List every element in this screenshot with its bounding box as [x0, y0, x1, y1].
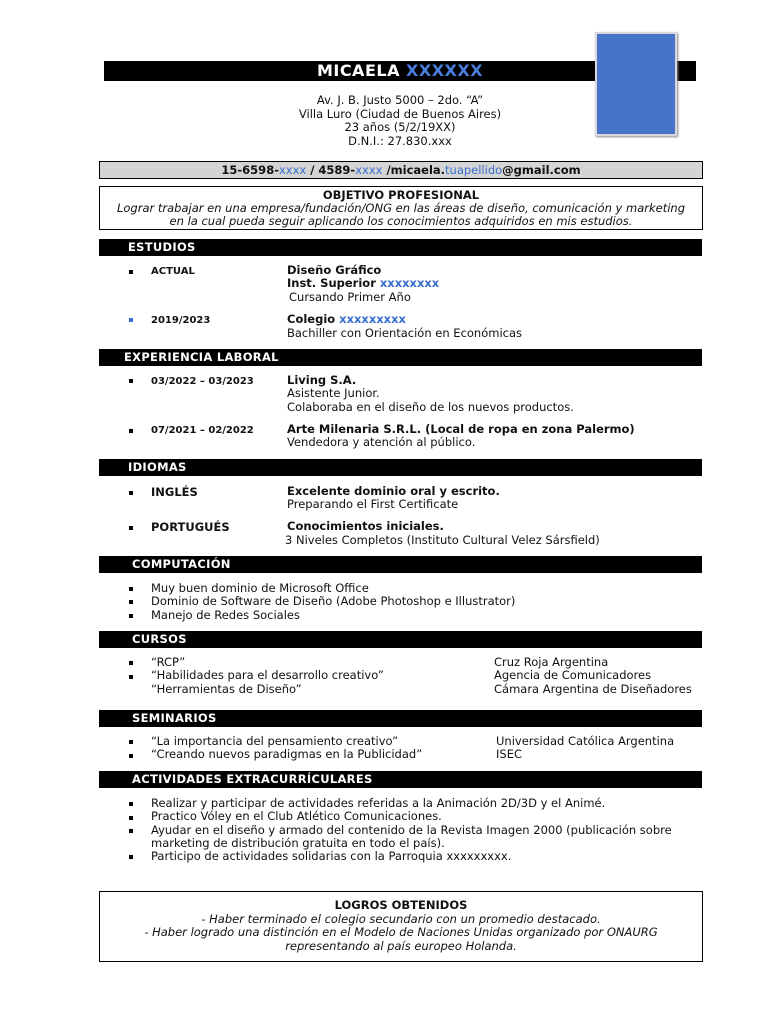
bullet	[129, 855, 133, 859]
bullet	[129, 740, 133, 744]
achievements-title: LOGROS OBTENIDOS	[334, 898, 468, 912]
activity-item-continued: marketing de distribución gratuita en todo el país).	[151, 836, 445, 850]
address-line: D.N.I.: 27.830.xxx	[348, 133, 452, 148]
address-line: 23 años (5/2/19XX)	[344, 120, 456, 134]
seminar-org: Universidad Católica Argentina	[496, 734, 675, 748]
achievements-box	[99, 891, 703, 962]
entry-line: xxxxxxxxx	[339, 312, 406, 326]
contact-part: @gmail.com	[502, 163, 581, 177]
entry-line: Colegio	[287, 312, 340, 326]
entry-line: Preparando el First Certificate	[287, 497, 459, 511]
entry-line: Conocimientos iniciales.	[287, 519, 444, 533]
section-header-actividades	[99, 771, 702, 788]
contact-part: /micaela.	[382, 163, 446, 177]
entry-line: Living S.A.	[287, 373, 357, 387]
bullet	[129, 526, 133, 530]
entry-label: PORTUGUÉS	[151, 520, 230, 534]
course-org: Cruz Roja Argentina	[494, 655, 609, 669]
contact-part: 15-6598-	[221, 163, 279, 177]
entry-label: 03/2022 – 03/2023	[151, 376, 254, 387]
entry-line: Vendedora y atención al público.	[287, 435, 476, 449]
bullet	[129, 587, 133, 591]
section-title: SEMINARIOS	[132, 711, 217, 725]
entry-line: Cursando Primer Año	[289, 290, 411, 304]
achievement-line: - Haber terminado el colegio secundario con un promedio destacado.	[201, 911, 601, 926]
activity-item: Participo de actividades solidarias con la Parroquia xxxxxxxxx.	[151, 849, 512, 863]
bullet	[129, 318, 133, 322]
course-org: Cámara Argentina de Diseñadores	[494, 682, 692, 696]
bullet	[129, 270, 133, 274]
course-name: “Habilidades para el desarrollo creativo”	[151, 668, 384, 682]
section-title: CURSOS	[132, 632, 187, 646]
section-title: ESTUDIOS	[128, 240, 196, 254]
seminar-name: “La importancia del pensamiento creativo”	[151, 734, 399, 748]
entry-line: Asistente Junior.	[287, 386, 380, 400]
entry-line: xxxxxxxx	[379, 276, 440, 290]
objective-text: Lograr trabajar en una empresa/fundación/ONG en las áreas de diseño, comunicación y marketing	[116, 201, 685, 215]
first-name: MICAELA	[316, 61, 400, 80]
section-header-experiencia	[99, 349, 702, 366]
entry-label: 07/2021 – 02/2022	[151, 425, 254, 436]
section-title: ACTIVIDADES EXTRACURRÍCULARES	[132, 772, 373, 786]
contact-bar	[99, 161, 703, 179]
entry-line: Bachiller con Orientación en Económicas	[287, 326, 523, 340]
activity-item: Ayudar en el diseño y armado del contenido de la Revista Imagen 2000 (publicación sobre	[151, 823, 672, 837]
bullet	[129, 675, 133, 679]
bullet	[129, 429, 133, 433]
objective-box	[99, 186, 703, 230]
section-title: COMPUTACIÓN	[132, 557, 231, 571]
section-header-estudios	[99, 239, 702, 256]
bullet	[129, 802, 133, 806]
entry-line: 3 Niveles Completos (Instituto Cultural Velez Sársfield)	[285, 533, 600, 547]
achievement-line: representando al país europeo Holanda.	[285, 938, 517, 953]
section-header-idiomas	[99, 459, 702, 476]
list-item: Manejo de Redes Sociales	[151, 608, 300, 622]
entry-line: Diseño Gráfico	[287, 263, 382, 277]
course-org: Agencia de Comunicadores	[494, 668, 652, 682]
entry-line: Arte Milenaria S.R.L. (Local de ropa en zona Palermo)	[287, 422, 635, 436]
address-line: Av. J. B. Justo 5000 – 2do. “A”	[316, 93, 484, 107]
section-header-computacion	[99, 556, 702, 573]
section-header-cursos	[99, 631, 702, 648]
contact-part: xxxx	[278, 163, 307, 177]
activity-item: Realizar y participar de actividades referidas a la Animación 2D/3D y el Animé.	[151, 796, 606, 810]
list-item: Dominio de Software de Diseño (Adobe Photoshop e Illustrator)	[151, 594, 516, 608]
bullet	[129, 600, 133, 604]
section-title: EXPERIENCIA LABORAL	[124, 350, 279, 364]
seminar-org: ISEC	[496, 747, 522, 761]
list-item: Muy buen dominio de Microsoft Office	[151, 581, 369, 595]
contact-part: tuapellido	[445, 163, 503, 177]
bullet	[129, 816, 133, 820]
section-header-seminarios	[99, 710, 702, 727]
last-name: XXXXXX	[406, 61, 484, 80]
activity-item: Practico Vóley en el Club Atlético Comunicaciones.	[151, 809, 442, 823]
address-line: Villa Luro (Ciudad de Buenos Aires)	[298, 106, 502, 121]
entry-line: Excelente dominio oral y escrito.	[287, 484, 500, 498]
address-block	[104, 94, 696, 148]
objective-title: OBJETIVO PROFESIONAL	[322, 188, 480, 202]
section-title: IDIOMAS	[128, 460, 187, 474]
contact-part: xxxx	[355, 163, 383, 177]
contact-part: / 4589-	[306, 163, 356, 177]
entry-label: INGLÉS	[151, 485, 198, 499]
achievement-line: - Haber logrado una distinción en el Modelo de Naciones Unidas organizado por ONAURG	[144, 925, 658, 939]
bullet	[129, 661, 133, 665]
course-name: “Herramientas de Diseño”	[151, 682, 302, 696]
course-name: “RCP”	[151, 655, 186, 669]
entry-line: Colaboraba en el diseño de los nuevos productos.	[287, 400, 574, 414]
bullet	[129, 491, 133, 495]
bullet	[129, 754, 133, 758]
entry-label: ACTUAL	[151, 266, 195, 277]
bullet	[129, 379, 133, 383]
bullet	[129, 829, 133, 833]
seminar-name: “Creando nuevos paradigmas en la Publicidad”	[151, 747, 423, 761]
entry-line: Inst. Superior	[287, 276, 380, 290]
entry-label: 2019/2023	[151, 315, 211, 326]
objective-text: en la cual pueda seguir aplicando los conocimientos adquiridos en mis estudios.	[169, 214, 633, 228]
bullet	[129, 614, 133, 618]
